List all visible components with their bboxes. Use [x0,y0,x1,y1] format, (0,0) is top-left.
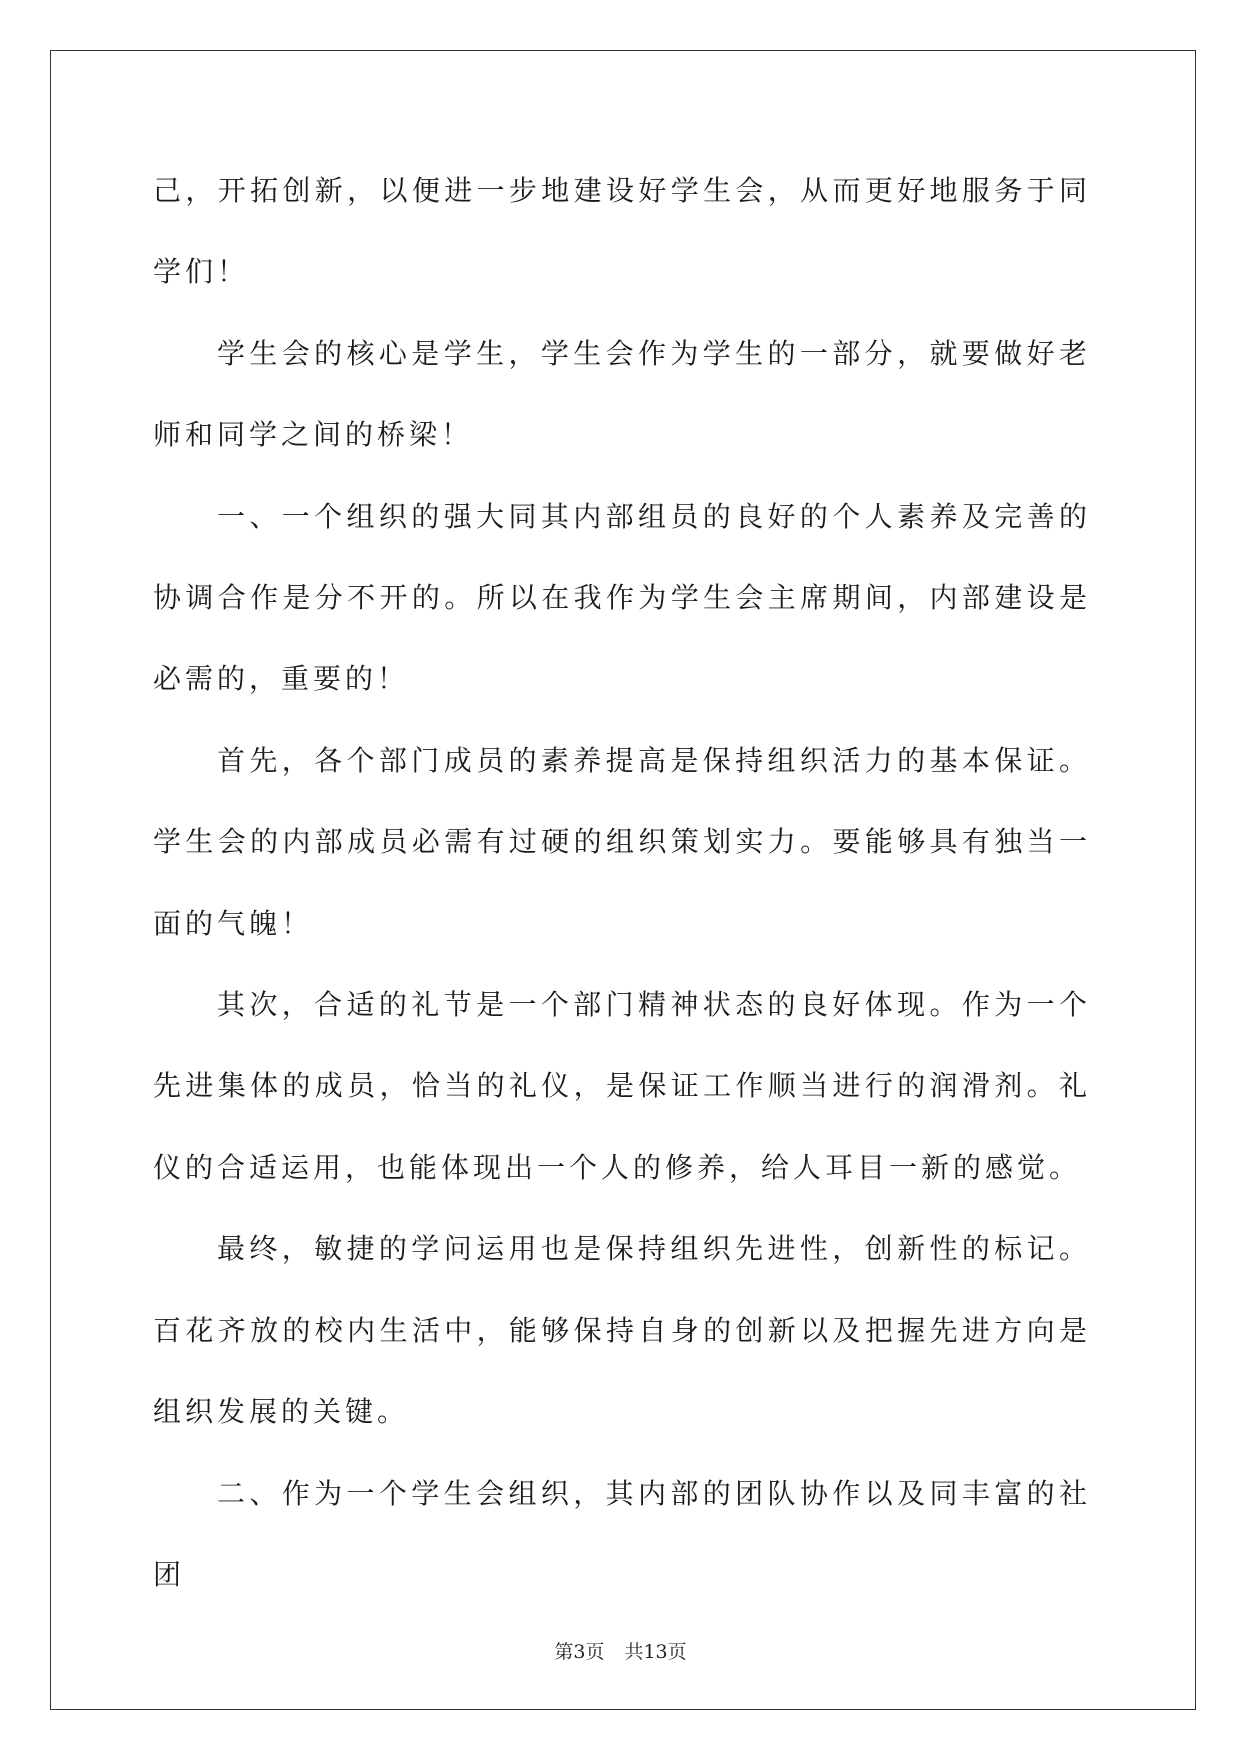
paragraph-6: 最终，敏捷的学问运用也是保持组织先进性，创新性的标记。百花齐放的校内生活中，能够保持自身的创新以及把握先进方向是组织发展的关键。 [153,1232,1091,1429]
document-body [153,150,1091,1615]
page-number: 第3页 [554,1641,605,1663]
paragraph-7: 二、作为一个学生会组织，其内部的团队协作以及同丰富的社团 [153,1476,1091,1591]
paragraph-3: 一、一个组织的强大同其内部组员的良好的个人素养及完善的协调合作是分不开的。所以在我作为学生会主席期间，内部建设是必需的，重要的！ [153,499,1091,696]
paragraph-1: 己，开拓创新，以便进一步地建设好学生会，从而更好地服务于同学们！ [153,174,1091,289]
page-total: 共13页 [624,1641,687,1663]
paragraph-5: 其次，合适的礼节是一个部门精神状态的良好体现。作为一个先进集体的成员，恰当的礼仪，是保证工作顺当进行的润滑剂。礼仪的合适运用，也能体现出一个人的修养，给人耳目一新的感觉。 [153,988,1091,1184]
page-footer [0,1637,1241,1664]
paragraph-2: 学生会的核心是学生，学生会作为学生的一部分，就要做好老师和同学之间的桥梁！ [153,336,1091,452]
paragraph-4: 首先，各个部门成员的素养提高是保持组织活力的基本保证。学生会的内部成员必需有过硬的组织策划实力。要能够具有独当一面的气魄！ [153,743,1091,940]
